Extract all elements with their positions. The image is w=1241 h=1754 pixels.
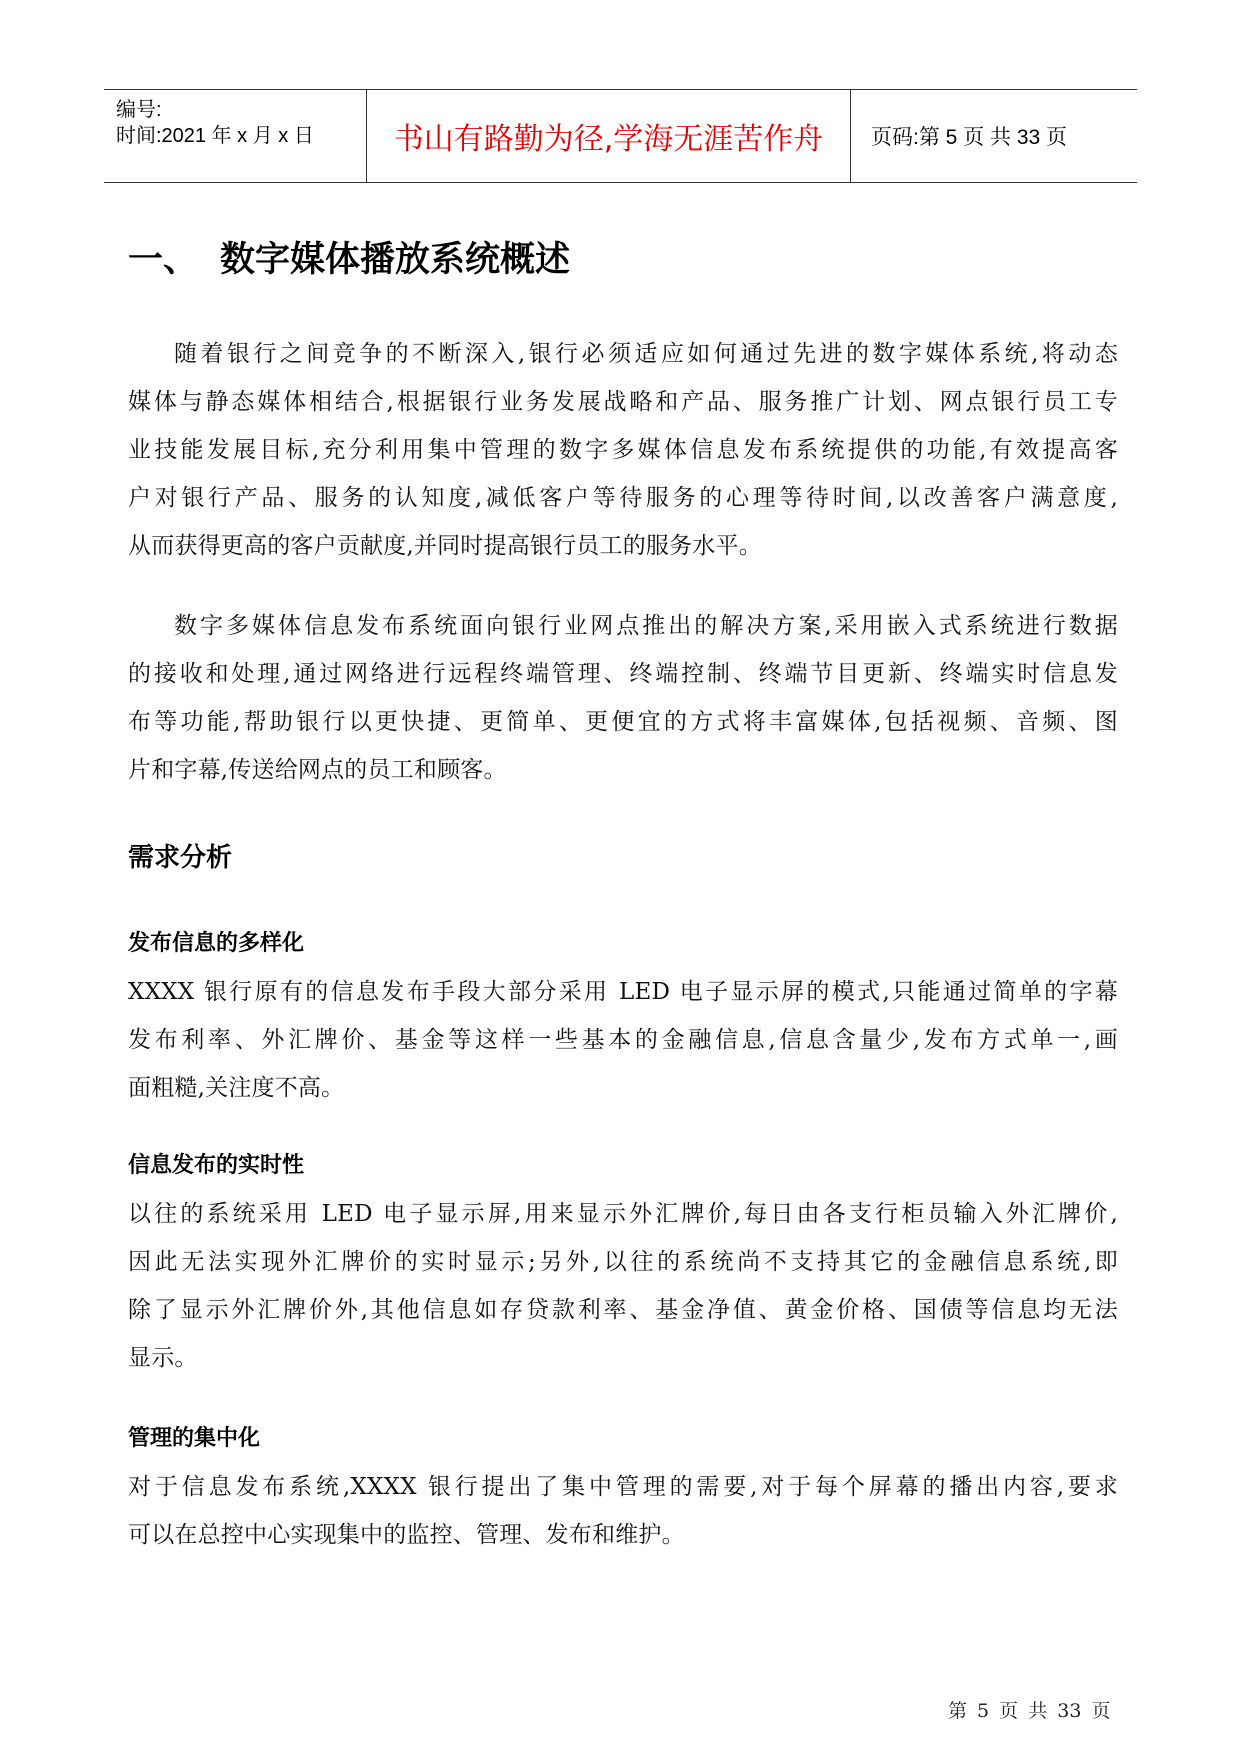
centralized-heading: 管理的集中化 [128,1426,261,1451]
intro-paragraph-1 [128,330,1118,570]
paragraph-line: 显示。 [128,1345,198,1371]
page-footer: 第 5 页 共 33 页 [948,1700,1111,1722]
header-left-cell [104,90,367,182]
paragraph-line: 数字多媒体信息发布系统面向银行业网点推出的解决方案,采用嵌入式系统进行数据 [174,613,1118,639]
section-number: 一、 [128,240,199,280]
realtime-paragraph [128,1190,1118,1382]
header-motto-cell [367,90,851,182]
diversity-heading: 发布信息的多样化 [128,931,305,956]
paragraph-line: 对于信息发布系统,XXXX 银行提出了集中管理的需要,对于每个屏幕的播出内容,要求 [128,1474,1118,1500]
paragraph-line: 随着银行之间竞争的不断深入,银行必须适应如何通过先进的数字媒体系统,将动态 [174,341,1118,367]
paragraph-line: 发布利率、外汇牌价、基金等这样一些基本的金融信息,信息含量少,发布方式单一,画 [128,1027,1118,1053]
page-header-table [104,89,1137,183]
header-page-cell [851,90,1137,182]
header-page-code: 页码:第 5 页 共 33 页 [871,126,1068,149]
diversity-paragraph [128,968,1118,1112]
paragraph-line: 户对银行产品、服务的认知度,减低客户等待服务的心理等待时间,以改善客户满意度, [128,485,1118,511]
paragraph-line: 媒体与静态媒体相结合,根据银行业务发展战略和产品、服务推广计划、网点银行员工专 [128,389,1118,415]
paragraph-line: 面粗糙,关注度不高。 [128,1075,345,1101]
time-label: 时间:2021 年 x 月 x 日 [116,125,314,147]
section-title-text: 数字媒体播放系统概述 [220,240,571,280]
header-motto: 书山有路勤为径,学海无涯苦作舟 [393,122,824,157]
paragraph-line: XXXX 银行原有的信息发布手段大部分采用 LED 电子显示屏的模式,只能通过简单的字幕 [128,979,1118,1005]
section-title [128,232,570,282]
paragraph-line: 除了显示外汇牌价外,其他信息如存贷款利率、基金净值、黄金价格、国债等信息均无法 [128,1297,1118,1323]
paragraph-line: 布等功能,帮助银行以更快捷、更简单、更便宜的方式将丰富媒体,包括视频、音频、图 [128,709,1118,735]
paragraph-line: 业技能发展目标,充分利用集中管理的数字多媒体信息发布系统提供的功能,有效提高客 [128,437,1118,463]
intro-paragraph-2 [128,602,1118,794]
realtime-heading: 信息发布的实时性 [128,1153,305,1178]
paragraph-line: 从而获得更高的客户贡献度,并同时提高银行员工的服务水平。 [128,533,762,559]
centralized-paragraph [128,1463,1118,1559]
paragraph-line: 片和字幕,传送给网点的员工和顾客。 [128,757,507,783]
paragraph-line: 因此无法实现外汇牌价的实时显示;另外,以往的系统尚不支持其它的金融信息系统,即 [128,1249,1118,1275]
paragraph-line: 以往的系统采用 LED 电子显示屏,用来显示外汇牌价,每日由各支行柜员输入外汇牌价, [128,1201,1118,1227]
requirements-heading: 需求分析 [128,843,233,873]
serial-number-label: 编号: [116,99,162,121]
paragraph-line: 的接收和处理,通过网络进行远程终端管理、终端控制、终端节目更新、终端实时信息发 [128,661,1118,687]
paragraph-line: 可以在总控中心实现集中的监控、管理、发布和维护。 [128,1522,685,1548]
